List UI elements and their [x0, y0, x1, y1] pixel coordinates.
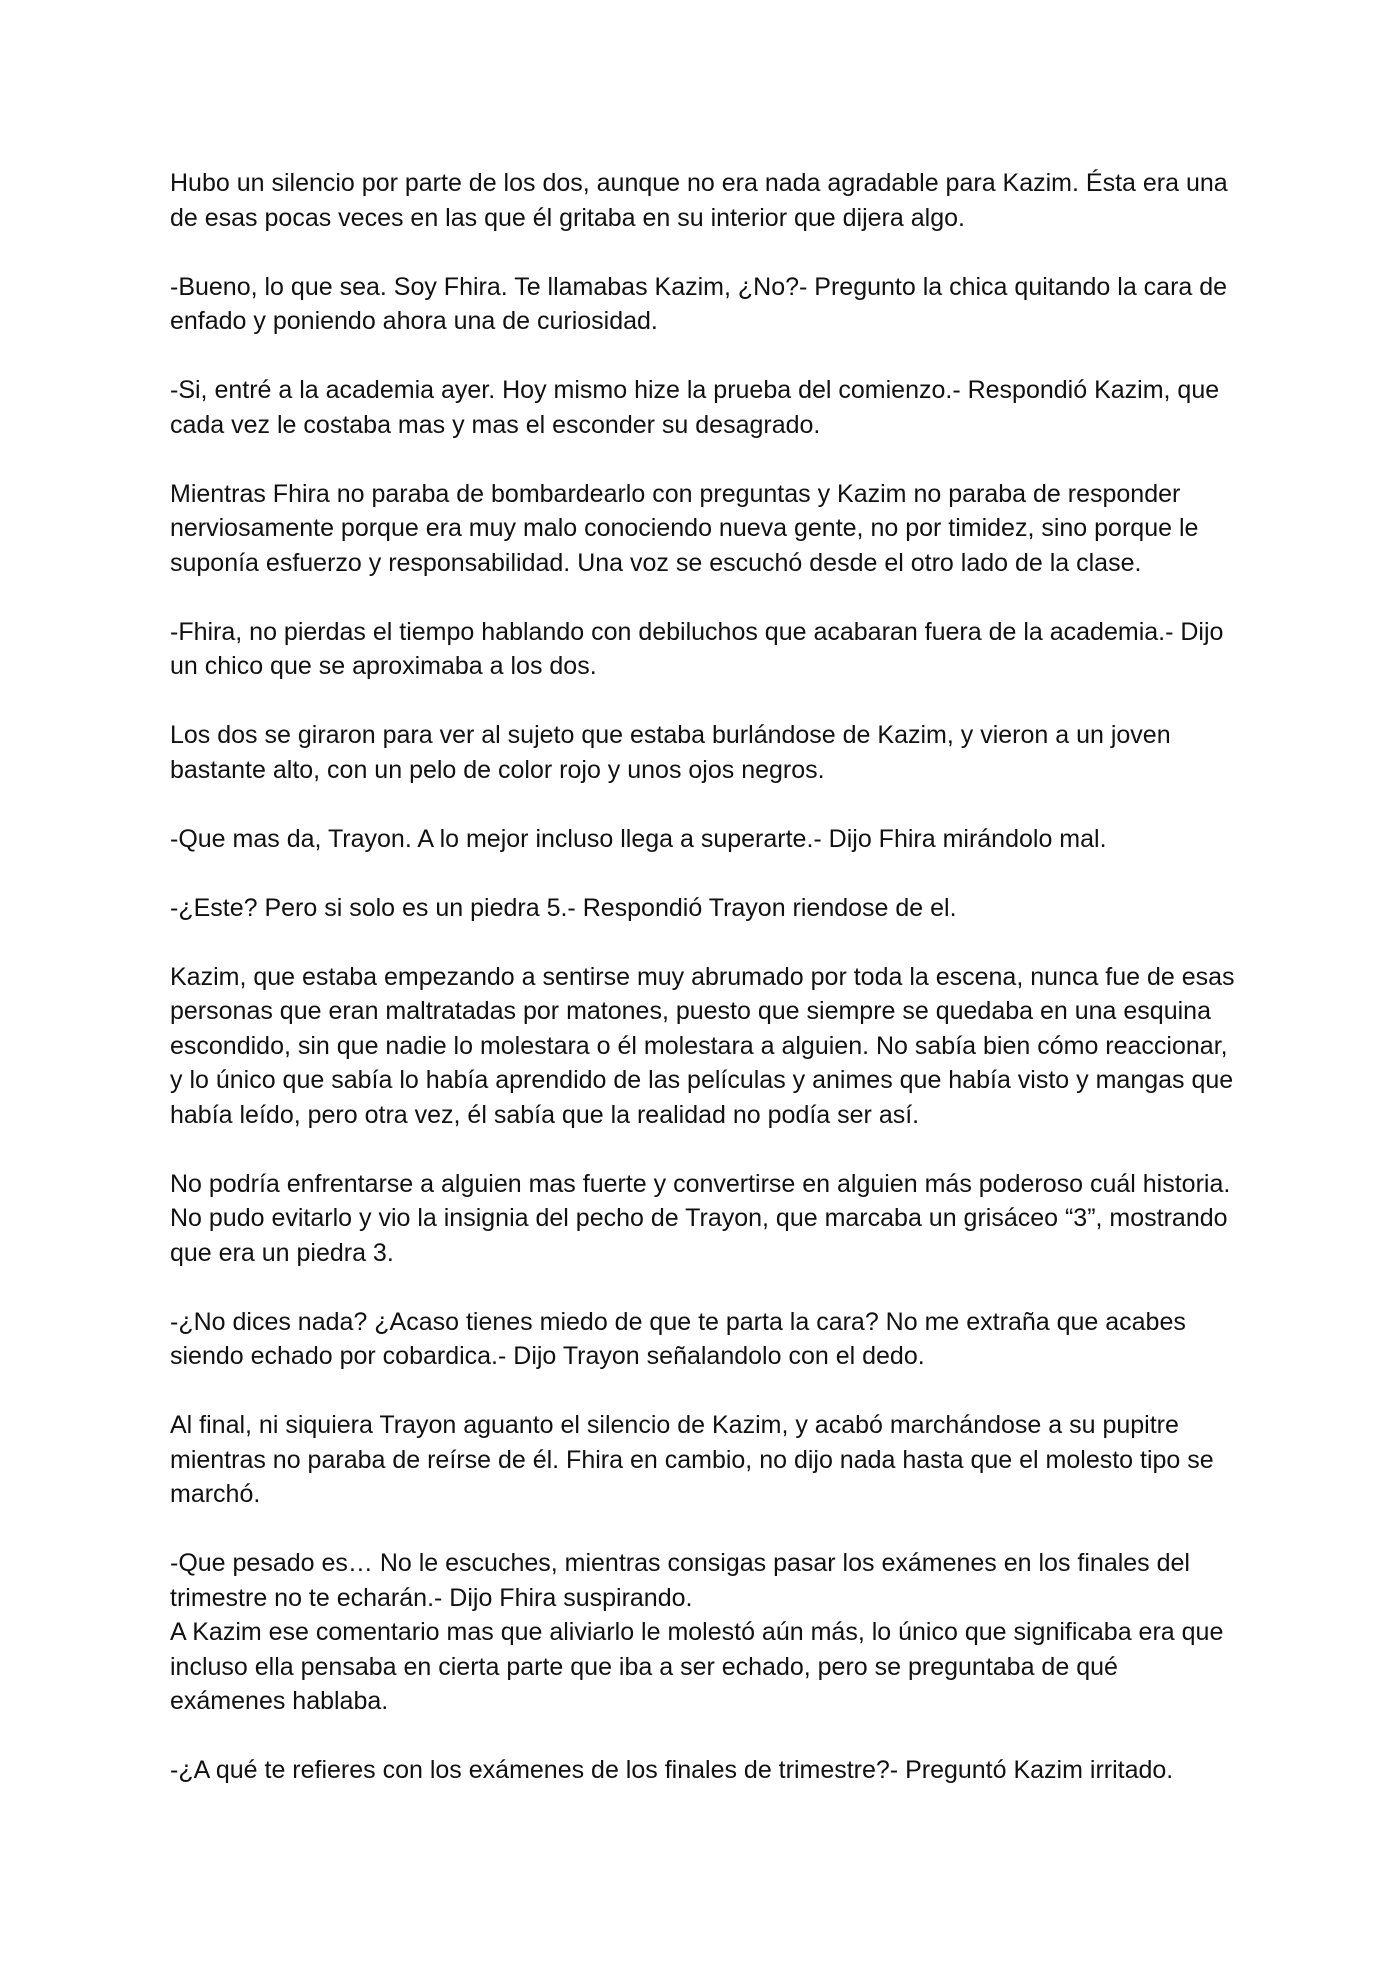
- paragraph: Kazim, que estaba empezando a sentirse muy abrumado por toda la escena, nunca fue de esas personas que eran maltratadas por matones, puesto que siempre se quedaba en una esquina escondido, sin que nadie lo molestara o él molestara a alguien. No sabía bien cómo reaccionar, y lo único que sabía lo había aprendido de las películas y animes que había visto y mangas que había leído, pero otra vez, él sabía que la realidad no podía ser así.: [170, 962, 1235, 1129]
- paragraph: A Kazim ese comentario mas que aliviarlo le molestó aún más, lo único que significaba era que incluso ella pensaba en cierta parte que iba a ser echado, pero se preguntaba de qué exámenes hablaba.: [170, 1618, 1224, 1715]
- paragraph: Los dos se giraron para ver al sujeto que estaba burlándose de Kazim, y vieron a un joven bastante alto, con un pelo de color rojo y unos ojos negros.: [170, 721, 1171, 784]
- paragraph: -¿Este? Pero si solo es un piedra 5.- Respondió Trayon riendose de el.: [170, 893, 957, 922]
- paragraph: Mientras Fhira no paraba de bombardearlo con preguntas y Kazim no paraba de responder nerviosamente porque era muy malo conociendo nueva gente, no por timidez, sino porque le suponía esfuerzo y responsabilidad. Una voz se escuchó desde el otro lado de la clase.: [170, 479, 1199, 577]
- paragraph: Al final, ni siquiera Trayon aguanto el silencio de Kazim, y acabó marchándose a su pupitre mientras no paraba de reírse de él. Fhira en cambio, no dijo nada hasta que el molesto tipo se marchó.: [170, 1411, 1214, 1508]
- paragraph: Hubo un silencio por parte de los dos, aunque no era nada agradable para Kazim. Ésta era una de esas pocas veces en las que él gritaba en su interior que dijera algo.: [170, 169, 1228, 232]
- paragraph: -¿A qué te refieres con los exámenes de los finales de trimestre?- Preguntó Kazim irritado.: [170, 1756, 1174, 1784]
- paragraph: -Bueno, lo que sea. Soy Fhira. Te llamabas Kazim, ¿No?- Pregunto la chica quitando la cara de enfado y poniendo ahora una de curiosidad.: [170, 272, 1228, 335]
- document-body: [170, 166, 1240, 1788]
- paragraph: -Si, entré a la academia ayer. Hoy mismo hize la prueba del comienzo.- Respondió Kazim, que cada vez le costaba mas y mas el esconder su desagrado.: [170, 376, 1220, 439]
- paragraph: -¿No dices nada? ¿Acaso tienes miedo de que te parta la cara? No me extraña que acabes siendo echado por cobardica.- Dijo Trayon señalandolo con el dedo.: [170, 1307, 1186, 1370]
- paragraph: -Que mas da, Trayon. A lo mejor incluso llega a superarte.- Dijo Fhira mirándolo mal.: [170, 824, 1107, 853]
- paragraph: -Fhira, no pierdas el tiempo hablando con debiluchos que acabaran fuera de la academia.- Dijo un chico que se aproximaba a los dos.: [170, 617, 1224, 680]
- paragraph: -Que pesado es… No le escuches, mientras consigas pasar los exámenes en los finales del trimestre no te echarán.- Dijo Fhira suspirando.: [170, 1549, 1190, 1612]
- paragraph: No podría enfrentarse a alguien mas fuerte y convertirse en alguien más poderoso cuál historia. No pudo evitarlo y vio la insignia del pecho de Trayon, que marcaba un grisáceo “3”, mostrando que era un piedra 3.: [170, 1169, 1231, 1267]
